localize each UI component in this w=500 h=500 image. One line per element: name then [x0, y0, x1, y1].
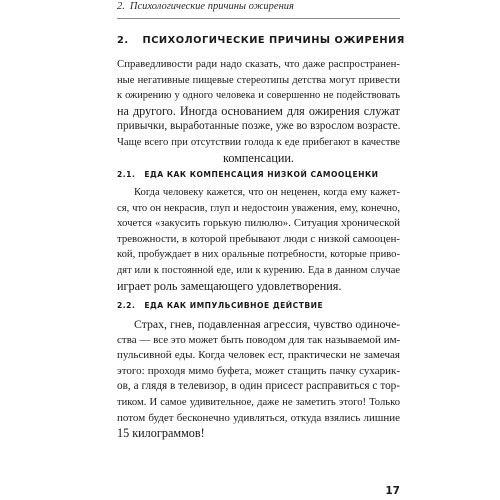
chapter-number: 2.: [117, 35, 129, 46]
paragraph-intro: [117, 57, 400, 166]
section-heading-2-2: [117, 301, 323, 310]
running-head-title: Психологические причины ожирения: [129, 1, 294, 12]
text-line: кой, пробуждает в них оральные потребности, которые приво-: [117, 249, 400, 261]
text-line: пульсивной еды. Когда человек ест, практически не замечая: [117, 349, 400, 362]
text-line: ные негативные пищевые стереотипы детства могут привести: [117, 74, 400, 86]
page-number: 17: [385, 485, 400, 497]
paragraph-impulsive: [117, 317, 400, 442]
text-line: 15 килограммов!: [117, 426, 205, 441]
text-line: Когда человеку кажется, что он неценен, когда ему кажет-: [134, 187, 400, 198]
section-number: 2.1.: [117, 170, 136, 179]
text-line: ства — все это может быть поводом для так называемой им-: [117, 333, 401, 346]
running-head-number: 2.: [117, 1, 125, 12]
chapter-title: ПСИХОЛОГИЧЕСКИЕ ПРИЧИНЫ ОЖИРЕНИЯ: [142, 35, 405, 46]
text-line: дят или к постоянной еде, или к курению. Еда в данном случае: [117, 264, 400, 276]
text-line: Справедливости ради надо сказать, что даже распространен-: [117, 58, 400, 70]
section-title: ЕДА КАК КОМПЕНСАЦИЯ НИЗКОЙ САМООЦЕНКИ: [144, 170, 379, 179]
text-line: на другого. Иногда основанием для ожирения служат: [117, 103, 400, 118]
header-rule: [117, 18, 400, 19]
text-line: хочется «закусить горькую пилюлю». Ситуация хронической: [117, 217, 400, 230]
chapter-heading: [117, 35, 405, 46]
text-line: ся, что он некрасив, глуп и недостоин уважения, ему, конечно,: [117, 202, 400, 214]
running-head: [117, 1, 294, 12]
text-line: этого: проходя мимо буфета, может стащить пачку сухарик-: [117, 364, 400, 377]
paragraph-low-self-esteem: [117, 185, 400, 294]
text-line: потом будет бесконечно удивляться, откуда взялись лишние: [117, 411, 400, 424]
text-line: к ожирению у одного человека и совершенно не подействовать: [117, 90, 400, 102]
section-number: 2.2.: [117, 301, 136, 310]
text-line: ов, а глядя в телевизор, в один присест расправиться с тор-: [117, 380, 400, 393]
section-title: ЕДА КАК ИМПУЛЬСИВНОЕ ДЕЙСТВИЕ: [144, 301, 324, 310]
text-line: тревожности, в которой пребывают люди с низкой самооцен-: [117, 232, 400, 245]
text-line: тиком. И самое удивительное, даже не заметить этого! Только: [117, 396, 400, 408]
text-line: Чаще всего при отсутствии голода к еде прибегают в качестве: [117, 136, 400, 148]
text-line: компенсации.: [223, 150, 294, 165]
text-line: Страх, гнев, подавленная агрессия, чувство одиноче-: [134, 317, 401, 331]
text-line: привычки, выработанные позже, уже во взрослом возрасте.: [117, 120, 401, 133]
section-heading-2-1: [117, 170, 379, 179]
text-line: играет роль замещающего удовлетворения.: [117, 278, 342, 293]
